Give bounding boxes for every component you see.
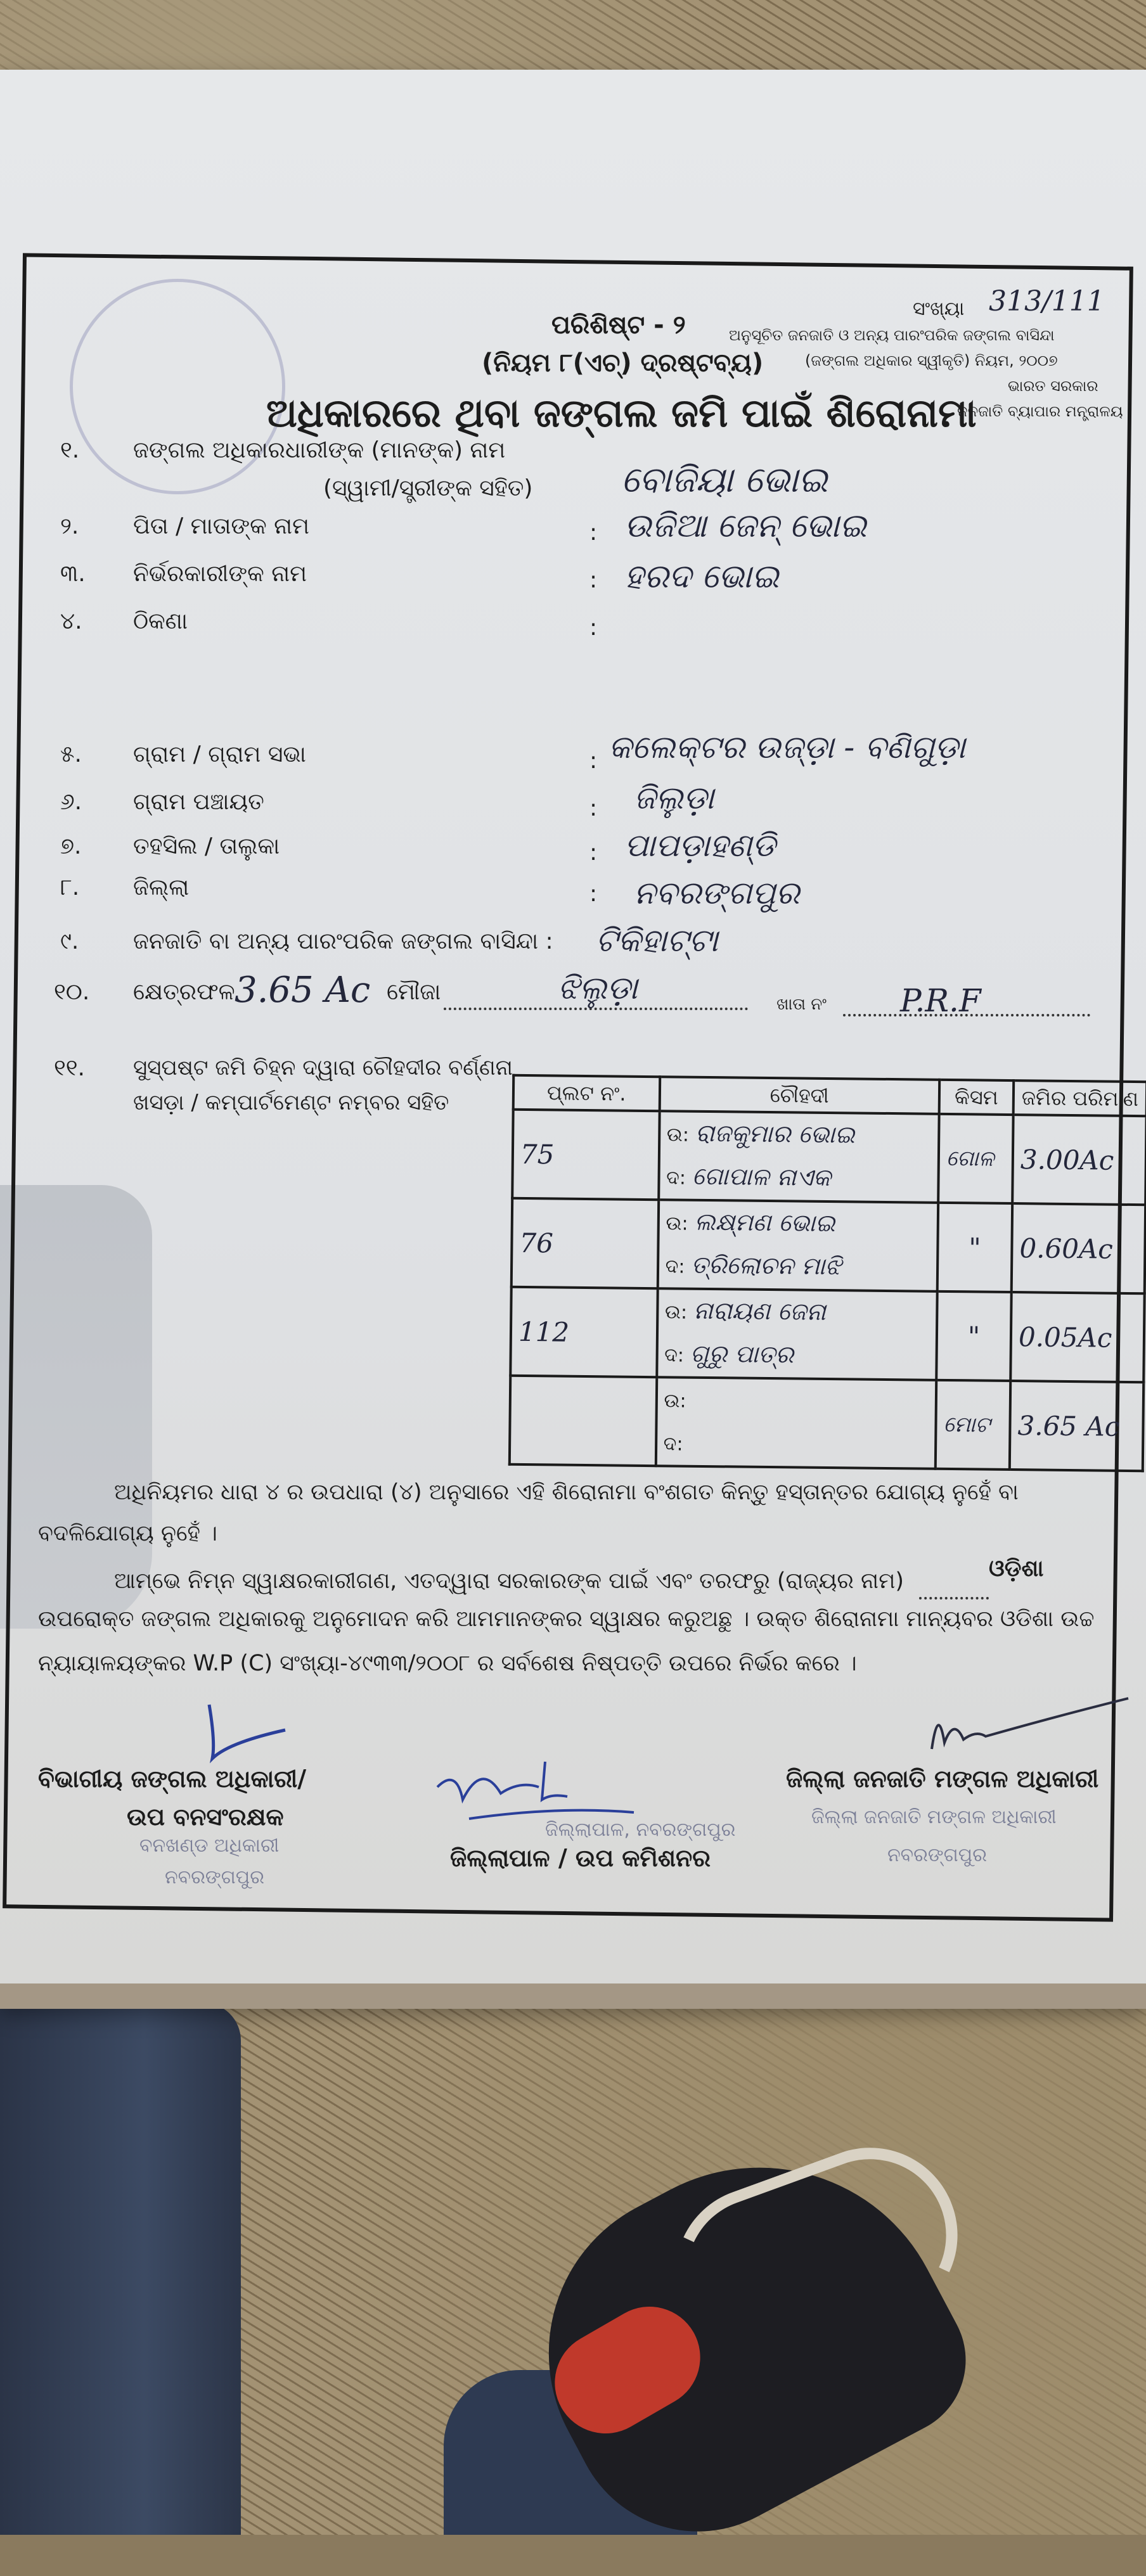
plot-number: 76: [519, 1227, 554, 1259]
declaration-para-2c: ନ୍ୟାୟାଳୟଙ୍କର W.P (C) ସଂଖ୍ୟା-୪୯୩୩/୨୦୦୮ ର ସର୍ବଶେଷ ନିଷ୍ପତ୍ତି ଉପରେ ନିର୍ଭର କରେ ।: [38, 1651, 857, 1676]
dfo-signature: [190, 1692, 298, 1768]
dfo-stamp-line-1: ବନଖଣ୍ଡ ଅଧିକାରୀ: [139, 1835, 280, 1857]
signatory-collector-title: ଜିଲ୍ଲାପାଳ / ଉପ କମିଶନର: [450, 1844, 711, 1872]
col-header-boundary: ଚୌହଦୀ: [659, 1077, 939, 1114]
dfo-stamp-line-2: ନବରଙ୍ଗପୁର: [165, 1866, 264, 1888]
tehsil-value: ପାପଡ଼ାହଣ୍ଡି: [624, 827, 776, 864]
panchayat-value: ଜିଲୁଡ଼ା: [634, 779, 714, 816]
parent-name-value: ଉଜିଆ ଜେନ୍ ଭୋଇ: [624, 507, 867, 545]
right-note-4: ଜନଜାତି ବ୍ୟାପାର ମନ୍ତ୍ରାଳୟ: [957, 402, 1123, 420]
serial-value: 313/111: [989, 285, 1105, 317]
south-boundary: ଗୋପାଳ ନାଏକ: [692, 1162, 832, 1192]
col-header-plot: ପ୍ଲଟ ନଂ.: [513, 1075, 660, 1111]
collector-signature: [431, 1749, 640, 1825]
plot-area: 3.00Ac: [1020, 1143, 1114, 1176]
photographer-leg: [0, 2002, 241, 2535]
north-boundary: ରାଜକୁମାର ଭୋଇ: [695, 1118, 856, 1149]
declaration-para-2b: ଉପରୋକ୍ତ ଜଙ୍ଗଲ ଅଧିକାରକୁ ଅନୁମୋଦନ କରି ଆମମାନଙ୍କର ସ୍ୱାକ୍ଷର କରୁଅଛୁ । ଉକ୍ତ ଶିରୋନାମା ମାନ୍ୟବର ଓଡିଶା ଉଚ୍ଚ: [38, 1606, 1095, 1632]
declaration-para-1b: ବଦଳିଯୋଗ୍ୟ ନୁହେଁ ।: [38, 1521, 217, 1546]
total-area: 3.65 Ac: [1017, 1409, 1120, 1442]
north-boundary: ନାରାୟଣ ଜେନା: [693, 1296, 827, 1326]
dtwo-signature: [925, 1692, 1135, 1762]
table-row: 112 ଉ: ନାରାୟଣ ଜେନା ଦ: ଗୁରୁ ପାତ୍ର " 0.05Ac: [510, 1287, 1144, 1382]
document-sheet: ସଂଖ୍ୟା 313/111 ଅନୁସୂଚିତ ଜନଜାତି ଓ ଅନ୍ୟ ପାରଂପରିକ ଜଙ୍ଗଲ ବାସିନ୍ଦା (ଜଙ୍ଗଲ ଅଧିକାର ସ୍ୱୀକୃତି) ନିୟମ, ୨୦୦୭ ଭାରତ ସରକାର ଜନଜାତି ବ୍ୟାପାର ମନ୍ତ୍ରାଳୟ ପରିଶିଷ୍ଟ - ୨ (ନିୟମ ୮(ଏଚ୍) ଦ୍ରଷ୍ଟବ୍ୟ) ଅଧିକାରରେ ଥିବା ଜଙ୍ଗଲ ଜମି ପାଇଁ ଶିରୋନାମା ୧. ଜଙ୍ଗଲ ଅଧିକାରଧାରୀଙ୍କ (ମାନଙ୍କ) ନାମ (ସ୍ୱାମୀ/ସ୍ତ୍ରୀଙ୍କ ସହିତ) ବୋଜିୟା ଭୋଇ ୨. ପିତା / ମାତାଙ୍କ ନାମ : ଉଜିଆ ଜେନ୍ ଭୋଇ ୩. ନିର୍ଭରକାରୀଙ୍କ ନାମ : ହରଦ ଭୋଇ ୪. ଠିକଣା : ୫. ଗ୍ରାମ / ଗ୍ରାମ ସଭା : କଲେକ୍ଟର ଉଜ୍ଡ଼ା - ବଣିଗୁଡ଼ା ୬. ଗ୍ରାମ ପଞ୍ଚାୟତ : ଜିଲୁଡ଼ା ୭. ତହସିଲ / ତାଲୁକା : ପାପଡ଼ାହଣ୍ଡି ୮. ଜିଲ୍ଲା : ନବରଙ୍ଗପୁର ୯. ଜନଜାତି ବା ଅନ୍ୟ ପାରଂପରିକ ଜଙ୍ଗଲ ବାସିନ୍ଦା : ଟିକିହାଟ୍ଟା ୧୦. କ୍ଷେତ୍ରଫଳ 3.65 Ac ମୌଜା ଝିଲୁଡ଼ା ଖାତା ନଂ P.R.F ୧୧. ସୁସ୍ପଷ୍ଟ ଜମି ଚିହ୍ନ ଦ୍ୱାରା ଚୌହଦୀର ବର୍ଣ୍ଣନା ଖସଡ଼ା / କମ୍ପାର୍ଟମେଣ୍ଟ ନମ୍ବର ସହିତ ପ୍ଲଟ ନଂ. ଚୌହଦୀ କିସମ ଜମିର ପରିମାଣ 75 ଉ: ରାଜକୁମାର ଭୋଇ ଦ: ଗୋପାଳ ନାଏକ ଗୋଳ 3.00Ac 76 ଉ: ଲକ୍ଷ୍ମଣ ଭୋଇ ଦ: ତ୍ରିଲୋଚନ ମାଝି " 0.60Ac 112 ଉ: ନାରାୟଣ ଜେନା ଦ: ଗୁରୁ ପାତ୍ର " 0.05Ac ଉ: ଦ: ମୋଟ 3.65 Ac ଅଧିନିୟମର ଧାରା ୪ ର ଉପଧାରା (୪) ଅନୁସାରେ ଏହି ଶିରୋନାମା ବଂଶଗତ କିନ୍ତୁ ହସ୍ତାନ୍ତର ଯୋଗ୍ୟ ନୁହେଁ ବା ବଦଳିଯୋଗ୍ୟ ନୁହେଁ । ଆମ୍ଭେ ନିମ୍ନ ସ୍ୱାକ୍ଷରକାରୀଗଣ, ଏତଦ୍ୱାରା ସରକାରଙ୍କ ପାଇଁ ଏବଂ ତରଫରୁ (ରାଜ୍ୟର ନାମ) ଓଡ଼ିଶା ଉପରୋକ୍ତ ଜଙ୍ଗଲ ଅଧିକାରକୁ ଅନୁମୋଦନ କରି ଆମମାନଙ୍କର ସ୍ୱାକ୍ଷର କରୁଅଛୁ । ଉକ୍ତ ଶିରୋନାମା ମାନ୍ୟବର ଓଡିଶା ଉଚ୍ଚ ନ୍ୟାୟାଳୟଙ୍କର W.P (C) ସଂଖ୍ୟା-୪୯୩୩/୨୦୦୮ ର ସର୍ବଶେଷ ନିଷ୍ପତ୍ତି ଉପରେ ନିର୍ଭର କରେ । ବିଭାଗୀୟ ଜଙ୍ଗଲ ଅଧିକାରୀ/ ଉପ ବନସଂରକ୍ଷକ ବନଖଣ୍ଡ ଅଧିକାରୀ ନବରଙ୍ଗପୁର ଜିଲ୍ଲାପାଳ, ନବରଙ୍ଗପୁର ଜିଲ୍ଲାପାଳ / ଉପ କମିଶନର ଜିଲ୍ଲା ଜନଜାତି ମଙ୍ଗଳ ଅଧିକାରୀ ଜିଲ୍ଲା ଜନଜାତି ମଙ୍ଗଳ ଅଧିକାରୀ ନବରଙ୍ଗପୁର: [0, 70, 1146, 2009]
north-boundary: ଲକ୍ଷ୍ମଣ ଭୋଇ: [694, 1207, 836, 1238]
dtwo-stamp-line-1: ଜିଲ୍ଲା ଜନଜାତି ମଙ୍ଗଳ ଅଧିକାରୀ: [811, 1806, 1057, 1828]
plot-number: 75: [520, 1138, 555, 1170]
appendix-label: ପରିଶିଷ୍ଟ - ୨: [551, 311, 686, 340]
plot-number: 112: [518, 1316, 570, 1348]
south-boundary: ଗୁରୁ ପାତ୍ର: [690, 1339, 794, 1369]
col-header-area: ଜମିର ପରିମାଣ: [1014, 1080, 1146, 1116]
village-value: କଲେକ୍ଟର ଉଜ୍ଡ଼ା - ବଣିଗୁଡ଼ା: [608, 729, 965, 766]
khata-value: P.R.F: [900, 982, 981, 1019]
collector-stamp: ଜିଲ୍ଲାପାଳ, ନବରଙ୍ଗପୁର: [545, 1819, 736, 1841]
total-label: ମୋଟ: [943, 1411, 991, 1438]
rule-reference: (ନିୟମ ୮(ଏଚ୍) ଦ୍ରଷ୍ଟବ୍ୟ): [482, 349, 764, 378]
right-note-1: ଅନୁସୂଚିତ ଜନଜାତି ଓ ଅନ୍ୟ ପାରଂପରିକ ଜଙ୍ଗଲ ବାସିନ୍ଦା: [729, 326, 1055, 344]
area-value: 3.65 Ac: [235, 970, 371, 1011]
declaration-para-2a: ଆମ୍ଭେ ନିମ୍ନ ସ୍ୱାକ୍ଷରକାରୀଗଣ, ଏତଦ୍ୱାରା ସରକାରଙ୍କ ପାଇଁ ଏବଂ ତରଫରୁ (ରାଜ୍ୟର ନାମ): [114, 1568, 905, 1594]
declaration-para-1: ଅଧିନିୟମର ଧାରା ୪ ର ଉପଧାରା (୪) ଅନୁସାରେ ଏହି ଶିରୋନାମା ବଂଶଗତ କିନ୍ତୁ ହସ୍ତାନ୍ତର ଯୋଗ୍ୟ ନୁହେଁ ବା: [114, 1480, 1019, 1505]
state-name: ଓଡ଼ିଶା: [989, 1556, 1044, 1582]
table-row: 76 ଉ: ଲକ୍ଷ୍ମଣ ଭୋଇ ଦ: ତ୍ରିଲୋଚନ ମାଝି " 0.60Ac: [512, 1198, 1145, 1293]
dependant-name-value: ହରଦ ଭୋଇ: [624, 558, 780, 596]
right-note-3: ଭାରତ ସରକାର: [1008, 377, 1098, 395]
kisam: ଗୋଳ: [946, 1145, 995, 1172]
kisam: ": [967, 1320, 981, 1352]
table-row-total: ଉ: ଦ: ମୋଟ 3.65 Ac: [510, 1376, 1143, 1471]
table-row: 75 ଉ: ରାଜକୁମାର ଭୋଇ ଦ: ଗୋପାଳ ନାଏକ ଗୋଳ 3.00Ac: [512, 1110, 1146, 1205]
signatory-dfo-title: ବିଭାଗୀୟ ଜଙ୍ଗଲ ଅଧିକାରୀ/: [38, 1765, 307, 1793]
signatory-dfo-subtitle: ଉପ ବନସଂରକ୍ଷକ: [127, 1803, 284, 1831]
page-title: ଅଧିକାରରେ ଥିବା ଜଙ୍ଗଲ ଜମି ପାଇଁ ଶିରୋନାମା: [266, 390, 977, 436]
owner-name-value: ବୋଜିୟା ଭୋଇ: [621, 459, 828, 501]
dtwo-stamp-line-2: ନବରଙ୍ଗପୁର: [887, 1844, 987, 1866]
mouza-value: ଝିଲୁଡ଼ା: [558, 970, 638, 1006]
plot-area: 0.05Ac: [1018, 1321, 1112, 1354]
serial-label: ସଂଖ୍ୟା: [913, 298, 965, 320]
district-value: ନବରଙ୍ଗପୁର: [634, 875, 800, 911]
kisam: ": [968, 1231, 981, 1264]
right-note-2: (ଜଙ୍ଗଲ ଅଧିକାର ସ୍ୱୀକୃତି) ନିୟମ, ୨୦୦୭: [805, 352, 1058, 369]
col-header-kisam: କିସମ: [939, 1080, 1014, 1115]
signatory-dtwo-title: ଜିଲ୍ଲା ଜନଜାତି ମଙ୍ଗଳ ଅଧିକାରୀ: [786, 1765, 1099, 1793]
plot-table: [508, 1074, 1146, 1472]
tribe-value: ଟିକିହାଟ୍ଟା: [596, 922, 718, 959]
south-boundary: ତ୍ରିଲୋଚନ ମାଝି: [691, 1250, 842, 1281]
plot-area: 0.60Ac: [1019, 1232, 1114, 1265]
